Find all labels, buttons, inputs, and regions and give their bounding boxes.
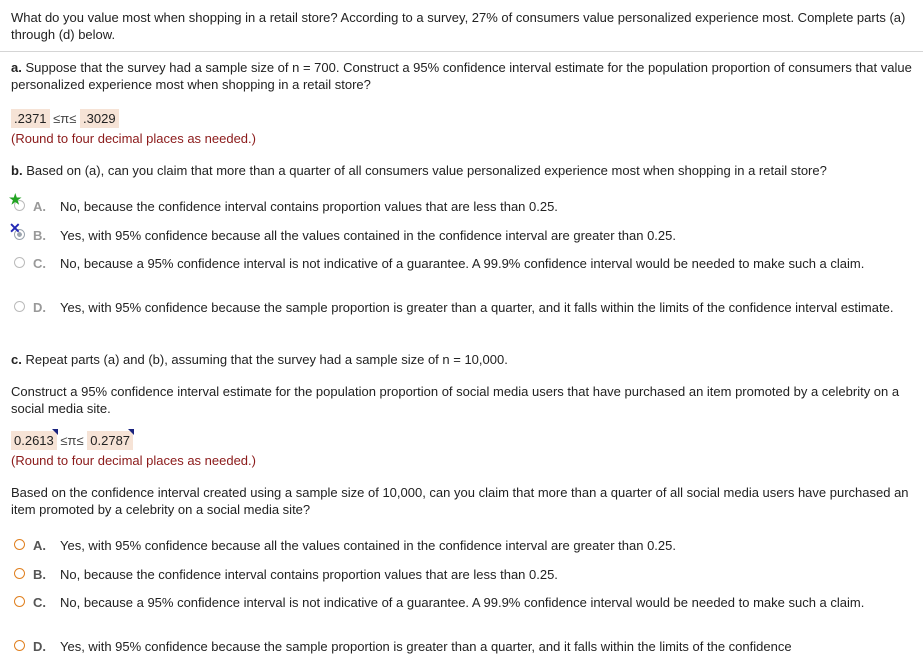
option-text: No, because the confidence interval contains proportion values that are less than 0.25. <box>60 199 558 214</box>
option-letter: D. <box>33 300 46 315</box>
option-text: Yes, with 95% confidence because all the values contained in the confidence interval are greater than 0.25. <box>60 538 676 553</box>
part-c-round-note: (Round to four decimal places as needed.) <box>11 453 256 468</box>
part-a-upper-input[interactable]: .3029 <box>80 109 119 128</box>
radio-button[interactable] <box>14 596 25 607</box>
part-c-claim: Based on the confidence interval created using a sample size of 10,000, can you claim that more than a quarter of all social media users have purchased an item promoted by a celebrity on a social media site? <box>11 485 909 517</box>
option-letter: B. <box>33 228 46 243</box>
radio-button[interactable] <box>14 539 25 550</box>
part-a-inequality: ≤π≤ <box>53 111 77 126</box>
incorrect-x-icon: ✕ <box>9 220 21 236</box>
part-c-lower-input[interactable]: 0.2613 <box>11 431 57 450</box>
part-c-construct: Construct a 95% confidence interval estimate for the population proportion of social media users that have purchased an item promoted by a celebrity on a social media site. <box>11 384 900 416</box>
option-letter: C. <box>33 595 46 610</box>
radio-button[interactable] <box>14 301 25 312</box>
part-c-prompt <box>11 351 916 368</box>
option-text: Yes, with 95% confidence because the sample proportion is greater than a quarter, and it falls within the limits of the confidence <box>60 639 792 654</box>
part-c-label: c. <box>11 352 22 367</box>
option-text: No, because a 95% confidence interval is not indicative of a guarantee. A 99.9% confidence interval would be needed to make such a claim. <box>60 256 865 271</box>
option-text: Yes, with 95% confidence because the sample proportion is greater than a quarter, and it falls within the limits of the confidence interval estimate. <box>60 300 894 315</box>
part-a-round-note: (Round to four decimal places as needed.) <box>11 131 256 146</box>
divider <box>0 51 923 52</box>
radio-button[interactable] <box>14 257 25 268</box>
part-c-interval <box>11 431 916 450</box>
part-c-upper-input[interactable]: 0.2787 <box>87 431 133 450</box>
option-letter: A. <box>33 199 46 214</box>
question-intro: What do you value most when shopping in a retail store? According to a survey, 27% of consumers value personalized experience most. Complete parts (a) through (d) below. <box>11 10 906 42</box>
radio-button[interactable] <box>14 640 25 651</box>
option-text: No, because a 95% confidence interval is not indicative of a guarantee. A 99.9% confidence interval would be needed to make such a claim. <box>60 595 865 610</box>
option-text: No, because the confidence interval contains proportion values that are less than 0.25. <box>60 567 558 582</box>
option-letter: A. <box>33 538 46 553</box>
part-c-inequality: ≤π≤ <box>60 433 84 448</box>
part-a-text: Suppose that the survey had a sample size of n = 700. Construct a 95% confidence interval estimate for the population proportion of consumers that value personalized experience most when shopping in a retail store? <box>11 60 912 92</box>
radio-button[interactable] <box>14 568 25 579</box>
option-letter: B. <box>33 567 46 582</box>
part-a-label: a. <box>11 60 22 75</box>
option-letter: C. <box>33 256 46 271</box>
part-b-text: Based on (a), can you claim that more than a quarter of all consumers value personalized experience most when shopping in a retail store? <box>26 163 827 178</box>
option-letter: D. <box>33 639 46 654</box>
correct-star-icon: ★ <box>9 191 22 207</box>
part-a-lower-input[interactable]: .2371 <box>11 109 50 128</box>
part-b-label: b. <box>11 163 23 178</box>
part-a-interval <box>11 109 916 128</box>
part-c-text: Repeat parts (a) and (b), assuming that the survey had a sample size of n = 10,000. <box>25 352 508 367</box>
part-b-prompt <box>11 162 916 179</box>
part-a-prompt <box>11 59 916 93</box>
option-text: Yes, with 95% confidence because all the values contained in the confidence interval are greater than 0.25. <box>60 228 676 243</box>
